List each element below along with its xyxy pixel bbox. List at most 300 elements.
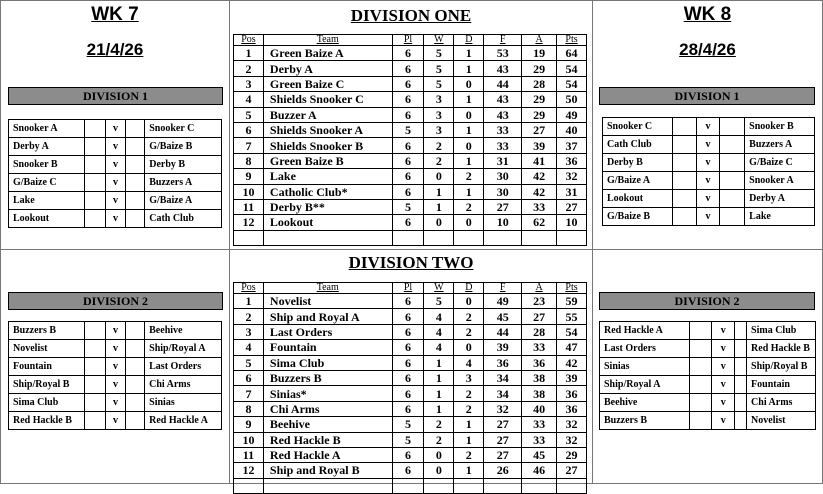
home-team: G/Baize C — [9, 174, 85, 192]
fixture-spacer — [735, 358, 747, 376]
fixture-spacer — [672, 118, 696, 136]
wk8-div1-fixtures — [602, 117, 815, 226]
fixture-row — [603, 208, 815, 226]
header-team: Team — [263, 35, 392, 46]
cell-f: 27 — [484, 199, 522, 214]
fixture-spacer — [126, 156, 145, 174]
versus-label: v — [696, 190, 720, 208]
cell-pos: 3 — [234, 76, 264, 91]
fixture-spacer — [84, 156, 105, 174]
home-team: G/Baize A — [603, 172, 673, 190]
cell-pl: 6 — [392, 340, 424, 355]
empty-cell — [392, 478, 424, 493]
wk8-title: WK 8 — [683, 4, 732, 25]
fixture-spacer — [720, 172, 745, 190]
cell-pts: 47 — [557, 340, 587, 355]
cell-team: Last Orders — [263, 324, 392, 339]
wk7-div2-fixtures — [8, 321, 222, 430]
cell-pos: 5 — [234, 355, 264, 370]
cell-pl: 6 — [392, 447, 424, 462]
fixture-spacer — [126, 138, 145, 156]
standings-row — [234, 61, 587, 76]
cell-f: 44 — [484, 76, 522, 91]
fixture-spacer — [672, 208, 696, 226]
cell-team: Ship and Royal A — [263, 309, 392, 324]
fixture-row — [603, 172, 815, 190]
empty-cell — [522, 478, 557, 493]
fixture-spacer — [84, 210, 105, 228]
cell-f: 27 — [484, 447, 522, 462]
cell-a: 36 — [522, 355, 557, 370]
cell-f: 27 — [484, 432, 522, 447]
away-team: Buzzers A — [745, 136, 815, 154]
wk8-division2-bar: DIVISION 2 — [599, 292, 815, 310]
fixture-row — [9, 138, 222, 156]
cell-pts: 32 — [557, 169, 587, 184]
cell-w: 2 — [424, 138, 454, 153]
cell-team: Beehive — [263, 417, 392, 432]
cell-d: 0 — [454, 294, 484, 309]
fixture-spacer — [689, 322, 712, 340]
fixture-spacer — [720, 208, 745, 226]
cell-d: 2 — [454, 169, 484, 184]
fixture-spacer — [689, 412, 712, 430]
empty-cell — [557, 230, 587, 245]
versus-label: v — [105, 192, 126, 210]
cell-pos: 7 — [234, 138, 264, 153]
cell-team: Green Baize A — [263, 46, 392, 61]
standings-row — [234, 432, 587, 447]
cell-a: 39 — [522, 138, 557, 153]
away-team: Cath Club — [145, 210, 222, 228]
cell-w: 0 — [424, 447, 454, 462]
division-two-panel — [229, 249, 593, 484]
home-team: G/Baize B — [603, 208, 673, 226]
cell-a: 23 — [522, 294, 557, 309]
cell-a: 45 — [522, 447, 557, 462]
home-team: Derby B — [603, 154, 673, 172]
cell-f: 26 — [484, 463, 522, 478]
home-team: Sinias — [600, 358, 690, 376]
fixture-spacer — [126, 174, 145, 192]
versus-label: v — [696, 172, 720, 190]
cell-pl: 6 — [392, 153, 424, 168]
home-team: Lookout — [9, 210, 85, 228]
cell-w: 1 — [424, 184, 454, 199]
cell-pts: 31 — [557, 184, 587, 199]
standings-row — [234, 355, 587, 370]
versus-label: v — [105, 174, 126, 192]
cell-f: 32 — [484, 401, 522, 416]
empty-cell — [234, 230, 264, 245]
home-team: Lake — [9, 192, 85, 210]
home-team: Red Hackle B — [9, 412, 85, 430]
cell-team: Shields Snooker C — [263, 92, 392, 107]
empty-cell — [263, 478, 392, 493]
cell-w: 2 — [424, 153, 454, 168]
standings-row — [234, 184, 587, 199]
fixture-spacer — [720, 190, 745, 208]
cell-pts: 55 — [557, 309, 587, 324]
wk7-date: 21/4/26 — [86, 40, 144, 59]
cell-d: 1 — [454, 92, 484, 107]
cell-a: 38 — [522, 370, 557, 385]
cell-pts: 40 — [557, 122, 587, 137]
cell-pts: 10 — [557, 215, 587, 230]
cell-f: 43 — [484, 92, 522, 107]
fixture-row — [9, 340, 222, 358]
cell-f: 34 — [484, 386, 522, 401]
cell-w: 3 — [424, 122, 454, 137]
cell-pts: 32 — [557, 417, 587, 432]
fixture-spacer — [126, 340, 145, 358]
cell-pl: 6 — [392, 401, 424, 416]
home-team: Cath Club — [603, 136, 673, 154]
away-team: Sinias — [145, 394, 222, 412]
away-team: Novelist — [747, 412, 816, 430]
cell-team: Lookout — [263, 215, 392, 230]
standings-row — [234, 107, 587, 122]
versus-label: v — [105, 340, 126, 358]
header-f: F — [484, 283, 522, 294]
cell-f: 45 — [484, 309, 522, 324]
cell-a: 33 — [522, 340, 557, 355]
versus-label: v — [712, 358, 735, 376]
cell-team: Green Baize C — [263, 76, 392, 91]
fixture-spacer — [720, 154, 745, 172]
cell-f: 33 — [484, 122, 522, 137]
cell-w: 2 — [424, 432, 454, 447]
wk8-division1-bar: DIVISION 1 — [599, 87, 815, 105]
cell-pts: 54 — [557, 76, 587, 91]
cell-pos: 8 — [234, 153, 264, 168]
cell-d: 3 — [454, 370, 484, 385]
cell-pos: 2 — [234, 61, 264, 76]
cell-pl: 6 — [392, 386, 424, 401]
cell-d: 1 — [454, 122, 484, 137]
versus-label: v — [712, 376, 735, 394]
away-team: G/Baize A — [145, 192, 222, 210]
header-w: W — [424, 283, 454, 294]
cell-pos: 1 — [234, 46, 264, 61]
cell-pos: 9 — [234, 417, 264, 432]
fixture-row — [600, 376, 816, 394]
versus-label: v — [105, 358, 126, 376]
cell-w: 0 — [424, 463, 454, 478]
cell-pos: 4 — [234, 340, 264, 355]
cell-pos: 1 — [234, 294, 264, 309]
versus-label: v — [696, 118, 720, 136]
cell-pts: 64 — [557, 46, 587, 61]
fixture-spacer — [84, 412, 105, 430]
cell-pl: 6 — [392, 370, 424, 385]
standings-row — [234, 122, 587, 137]
away-team: Snooker A — [745, 172, 815, 190]
cell-pts: 37 — [557, 138, 587, 153]
away-team: Chi Arms — [747, 394, 816, 412]
cell-d: 1 — [454, 153, 484, 168]
standings-row — [234, 294, 587, 309]
cell-pl: 6 — [392, 463, 424, 478]
cell-f: 44 — [484, 324, 522, 339]
standings-row — [234, 199, 587, 214]
cell-pl: 5 — [392, 417, 424, 432]
cell-a: 33 — [522, 199, 557, 214]
fixture-spacer — [84, 192, 105, 210]
cell-pts: 42 — [557, 355, 587, 370]
header-pts: Pts — [557, 35, 587, 46]
wk8-div2-panel — [592, 249, 823, 484]
cell-f: 10 — [484, 215, 522, 230]
cell-a: 46 — [522, 463, 557, 478]
away-team: Sima Club — [747, 322, 816, 340]
fixture-spacer — [126, 358, 145, 376]
versus-label: v — [105, 120, 126, 138]
division-one-table — [233, 34, 587, 246]
fixture-spacer — [126, 120, 145, 138]
cell-pos: 2 — [234, 309, 264, 324]
standings-row — [234, 370, 587, 385]
cell-pos: 12 — [234, 463, 264, 478]
empty-cell — [454, 230, 484, 245]
versus-label: v — [712, 322, 735, 340]
cell-a: 29 — [522, 107, 557, 122]
fixture-row — [600, 412, 816, 430]
cell-d: 1 — [454, 463, 484, 478]
fixture-row — [9, 120, 222, 138]
cell-f: 43 — [484, 61, 522, 76]
wk7-division2-bar: DIVISION 2 — [8, 292, 223, 310]
fixture-spacer — [689, 340, 712, 358]
cell-team: Fountain — [263, 340, 392, 355]
fixture-row — [9, 192, 222, 210]
home-team: Derby A — [9, 138, 85, 156]
cell-pts: 36 — [557, 386, 587, 401]
cell-pts: 50 — [557, 92, 587, 107]
cell-d: 1 — [454, 184, 484, 199]
cell-pos: 10 — [234, 432, 264, 447]
cell-d: 0 — [454, 340, 484, 355]
cell-w: 1 — [424, 199, 454, 214]
cell-pl: 6 — [392, 215, 424, 230]
header-f: F — [484, 35, 522, 46]
standings-row — [234, 215, 587, 230]
cell-w: 4 — [424, 309, 454, 324]
cell-pl: 6 — [392, 76, 424, 91]
cell-a: 42 — [522, 169, 557, 184]
header-a: A — [522, 35, 557, 46]
fixture-spacer — [126, 412, 145, 430]
away-team: Ship/Royal B — [747, 358, 816, 376]
fixture-spacer — [126, 322, 145, 340]
away-team: Red Hackle B — [747, 340, 816, 358]
cell-d: 2 — [454, 309, 484, 324]
cell-pos: 8 — [234, 401, 264, 416]
fixture-spacer — [672, 136, 696, 154]
cell-w: 5 — [424, 46, 454, 61]
empty-cell — [454, 478, 484, 493]
cell-d: 0 — [454, 76, 484, 91]
versus-label: v — [105, 156, 126, 174]
empty-cell — [424, 230, 454, 245]
cell-w: 5 — [424, 61, 454, 76]
cell-team: Chi Arms — [263, 401, 392, 416]
empty-row — [234, 230, 587, 245]
cell-d: 2 — [454, 447, 484, 462]
away-team: Red Hackle A — [145, 412, 222, 430]
away-team: Last Orders — [145, 358, 222, 376]
home-team: Novelist — [9, 340, 85, 358]
cell-w: 5 — [424, 294, 454, 309]
cell-f: 30 — [484, 184, 522, 199]
cell-pos: 6 — [234, 370, 264, 385]
cell-team: Red Hackle B — [263, 432, 392, 447]
standings-row — [234, 46, 587, 61]
header-pos: Pos — [234, 283, 264, 294]
fixture-spacer — [126, 376, 145, 394]
cell-d: 2 — [454, 401, 484, 416]
cell-pl: 6 — [392, 46, 424, 61]
empty-cell — [557, 478, 587, 493]
fixture-spacer — [720, 136, 745, 154]
header-team: Team — [263, 283, 392, 294]
fixture-spacer — [735, 322, 747, 340]
cell-team: Red Hackle A — [263, 447, 392, 462]
cell-team: Buzzers B — [263, 370, 392, 385]
cell-pos: 3 — [234, 324, 264, 339]
cell-team: Novelist — [263, 294, 392, 309]
cell-a: 38 — [522, 386, 557, 401]
wk7-div2-panel — [0, 249, 230, 484]
cell-d: 4 — [454, 355, 484, 370]
standings-row — [234, 92, 587, 107]
cell-team: Buzzer A — [263, 107, 392, 122]
wk8-div1-panel — [592, 0, 823, 250]
cell-pts: 54 — [557, 61, 587, 76]
fixture-row — [603, 136, 815, 154]
away-team: Lake — [745, 208, 815, 226]
header-pts: Pts — [557, 283, 587, 294]
cell-pl: 6 — [392, 355, 424, 370]
away-team: Derby A — [745, 190, 815, 208]
empty-cell — [484, 478, 522, 493]
fixture-row — [9, 156, 222, 174]
cell-pts: 36 — [557, 401, 587, 416]
cell-a: 41 — [522, 153, 557, 168]
wk8-date: 28/4/26 — [679, 40, 736, 59]
division-one-title: DIVISION ONE — [350, 6, 472, 25]
cell-d: 2 — [454, 199, 484, 214]
cell-w: 3 — [424, 107, 454, 122]
header-pl: Pl — [392, 35, 424, 46]
cell-f: 53 — [484, 46, 522, 61]
standings-row — [234, 309, 587, 324]
cell-a: 33 — [522, 417, 557, 432]
division-two-header-row — [234, 283, 587, 294]
cell-pl: 6 — [392, 169, 424, 184]
cell-a: 29 — [522, 61, 557, 76]
cell-team: Sima Club — [263, 355, 392, 370]
cell-pl: 5 — [392, 432, 424, 447]
wk7-div1-fixtures — [8, 119, 222, 228]
cell-pts: 29 — [557, 447, 587, 462]
cell-a: 27 — [522, 309, 557, 324]
fixture-spacer — [689, 376, 712, 394]
fixture-row — [9, 322, 222, 340]
fixture-row — [603, 190, 815, 208]
fixture-spacer — [84, 358, 105, 376]
cell-w: 5 — [424, 76, 454, 91]
cell-d: 1 — [454, 61, 484, 76]
fixture-spacer — [735, 394, 747, 412]
empty-cell — [424, 478, 454, 493]
empty-cell — [234, 478, 264, 493]
cell-w: 1 — [424, 401, 454, 416]
away-team: Snooker C — [145, 120, 222, 138]
fixture-row — [603, 118, 815, 136]
away-team: Snooker B — [745, 118, 815, 136]
fixture-spacer — [672, 190, 696, 208]
fixture-spacer — [126, 394, 145, 412]
cell-d: 1 — [454, 432, 484, 447]
division-two-table — [233, 282, 587, 494]
cell-pos: 11 — [234, 447, 264, 462]
cell-pos: 6 — [234, 122, 264, 137]
home-team: Red Hackle A — [600, 322, 690, 340]
header-pos: Pos — [234, 35, 264, 46]
cell-pl: 6 — [392, 92, 424, 107]
cell-w: 0 — [424, 215, 454, 230]
cell-pl: 6 — [392, 324, 424, 339]
header-w: W — [424, 35, 454, 46]
fixture-row — [9, 210, 222, 228]
fixture-spacer — [735, 412, 747, 430]
cell-pos: 9 — [234, 169, 264, 184]
header-d: D — [454, 283, 484, 294]
standings-row — [234, 340, 587, 355]
cell-team: Shields Snooker B — [263, 138, 392, 153]
cell-f: 39 — [484, 340, 522, 355]
cell-team: Derby B** — [263, 199, 392, 214]
empty-cell — [484, 230, 522, 245]
cell-a: 29 — [522, 92, 557, 107]
versus-label: v — [696, 208, 720, 226]
cell-w: 2 — [424, 417, 454, 432]
empty-cell — [263, 230, 392, 245]
fixture-spacer — [672, 154, 696, 172]
cell-pl: 5 — [392, 122, 424, 137]
fixture-spacer — [689, 358, 712, 376]
cell-a: 27 — [522, 122, 557, 137]
versus-label: v — [712, 412, 735, 430]
standings-row — [234, 169, 587, 184]
fixture-spacer — [735, 376, 747, 394]
home-team: Sima Club — [9, 394, 85, 412]
fixture-row — [9, 358, 222, 376]
cell-a: 42 — [522, 184, 557, 199]
standings-row — [234, 153, 587, 168]
cell-pts: 49 — [557, 107, 587, 122]
cell-d: 2 — [454, 324, 484, 339]
cell-d: 0 — [454, 215, 484, 230]
versus-label: v — [105, 376, 126, 394]
cell-pts: 27 — [557, 199, 587, 214]
cell-f: 34 — [484, 370, 522, 385]
wk8-div2-fixtures — [599, 321, 816, 430]
header-pl: Pl — [392, 283, 424, 294]
fixture-spacer — [126, 210, 145, 228]
cell-d: 2 — [454, 386, 484, 401]
